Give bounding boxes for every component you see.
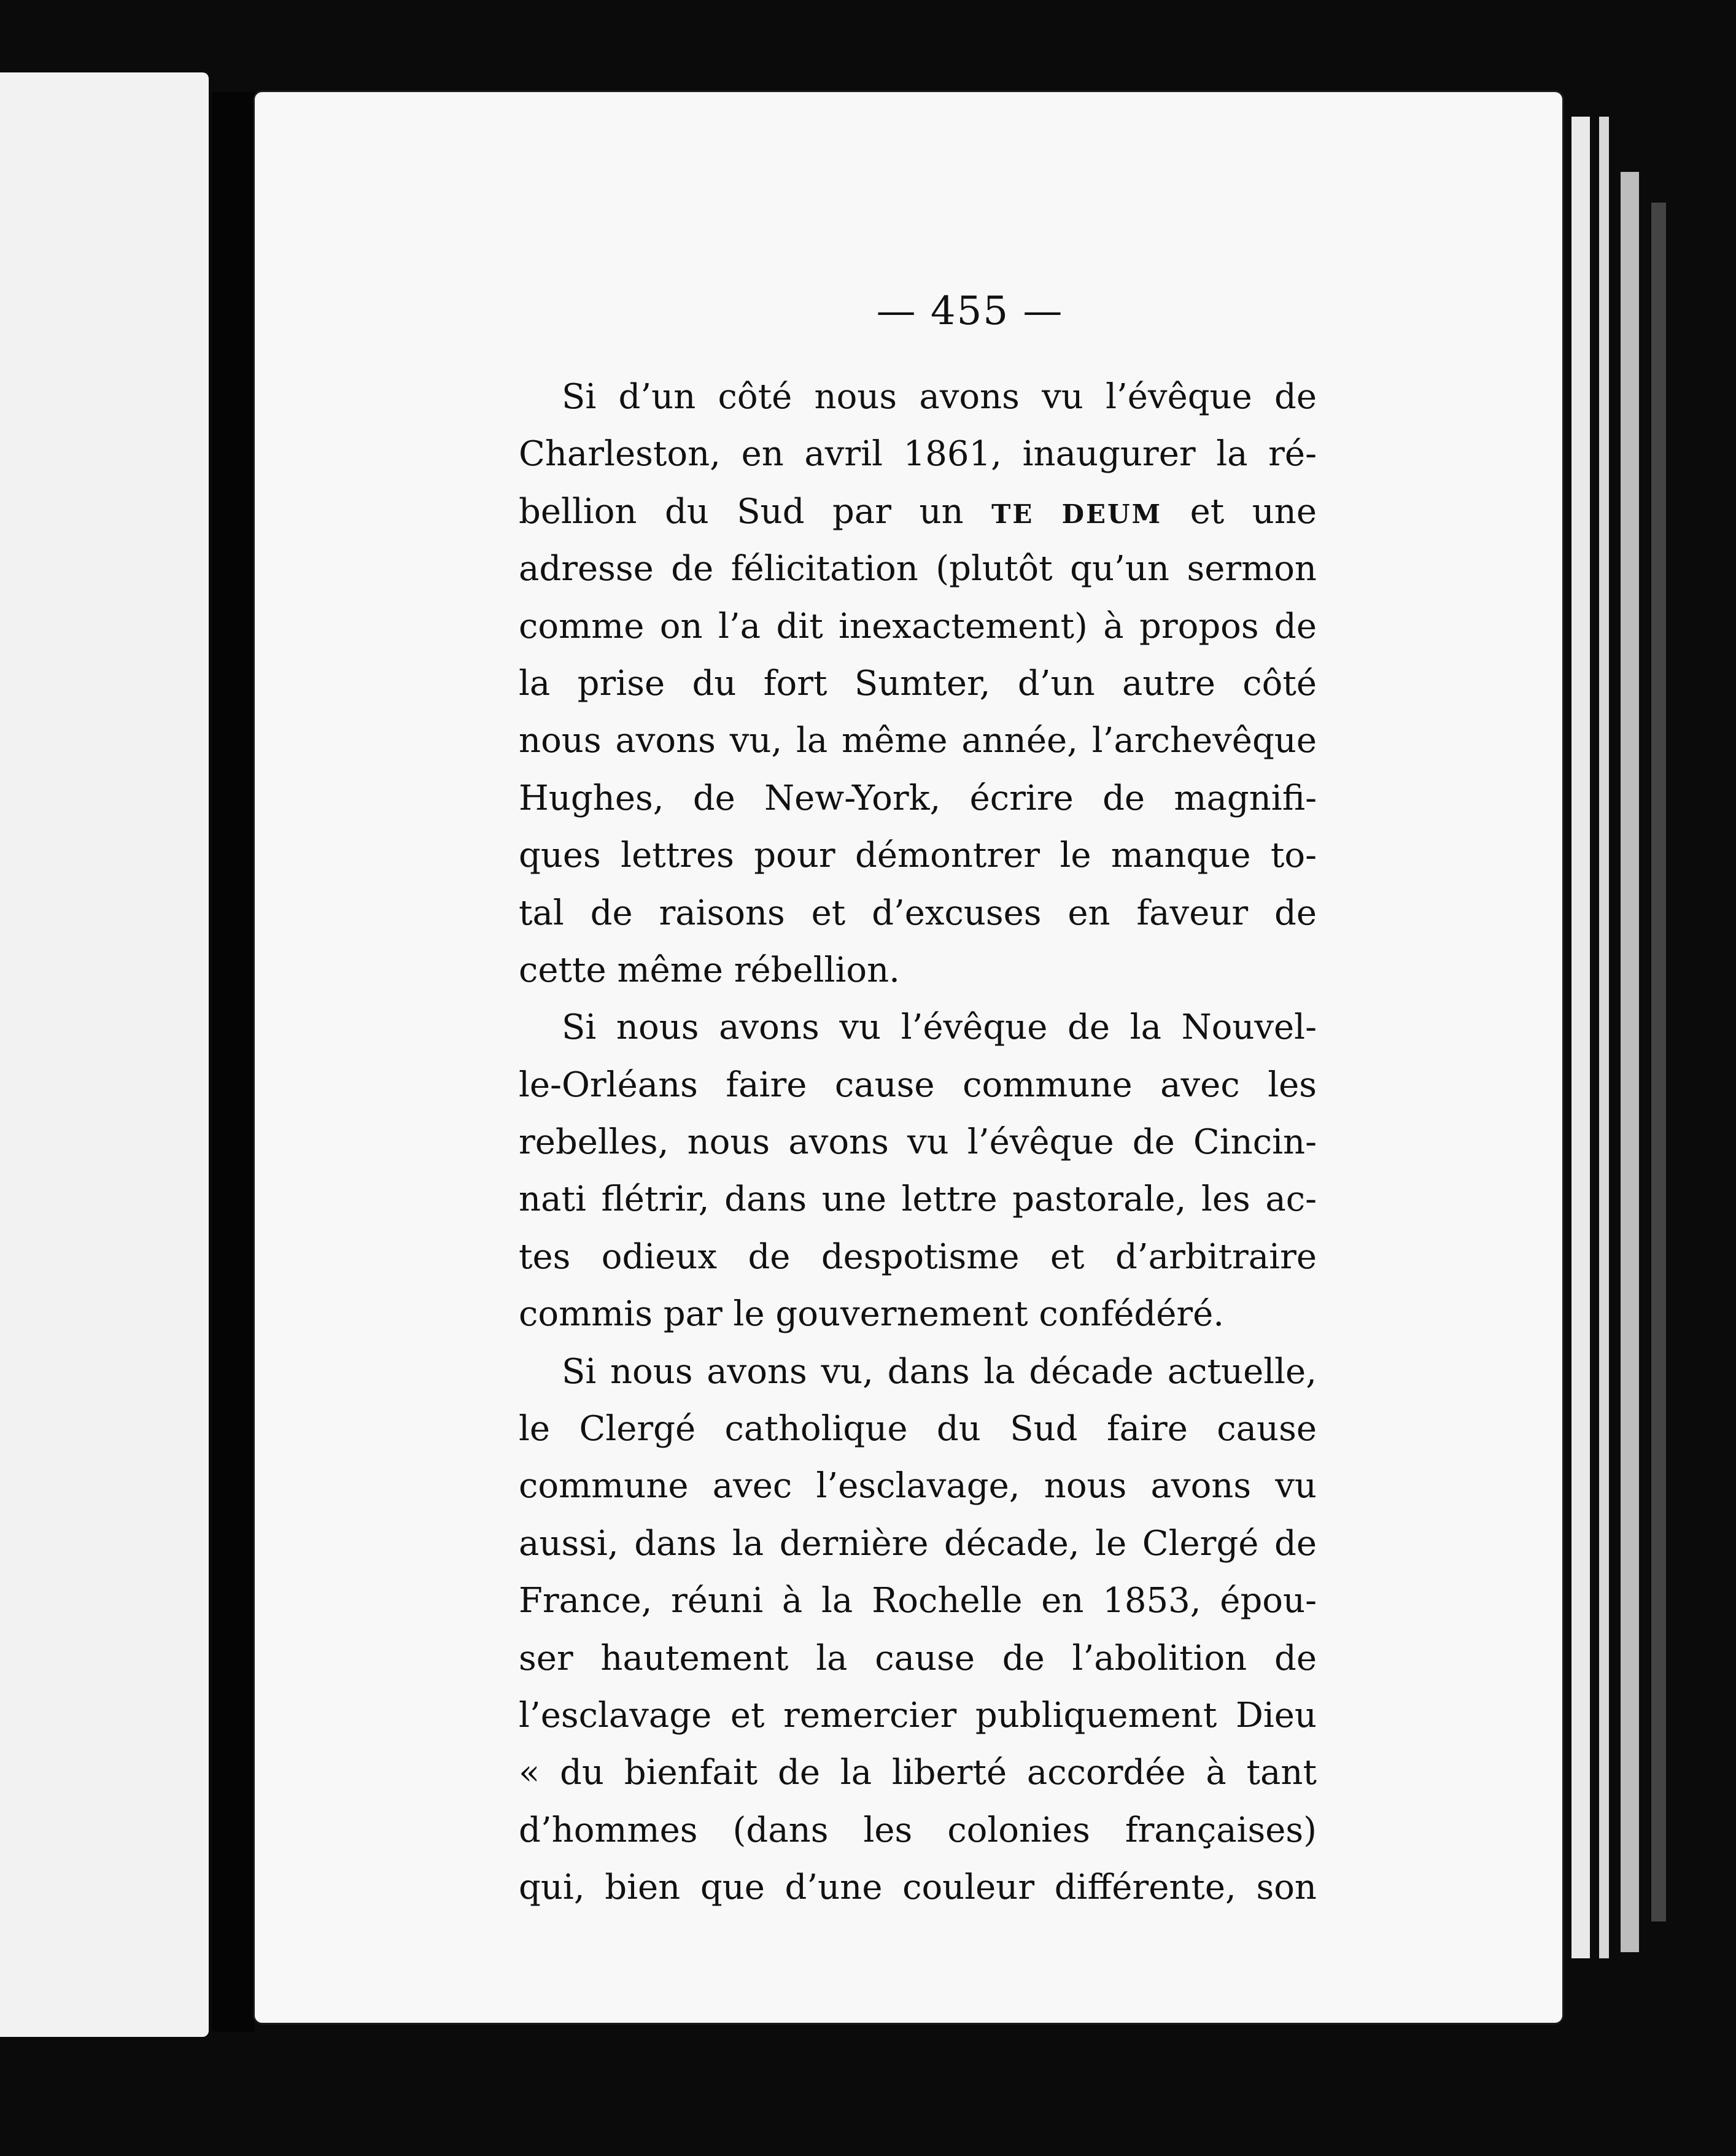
text-line-end: et une bbox=[1162, 491, 1317, 532]
text-line: ques lettres pour démontrer le manque to- bbox=[519, 836, 1317, 876]
text-line: tal de raisons et d’excuses en faveur de bbox=[519, 893, 1317, 933]
page-edge bbox=[1599, 117, 1609, 1958]
text-line: tes odieux de despotisme et d’arbitraire bbox=[519, 1236, 1317, 1277]
page-number: — 455 — bbox=[876, 289, 1064, 334]
text-line: Si nous avons vu l’évêque de la Nouvel- bbox=[562, 1007, 1317, 1048]
text-line: commis par le gouvernement confédéré. bbox=[519, 1294, 1225, 1335]
paragraph-1 bbox=[519, 368, 1317, 999]
text-line: d’hommes (dans les colonies françaises) bbox=[519, 1810, 1317, 1850]
text-line: commune avec l’esclavage, nous avons vu bbox=[519, 1466, 1317, 1506]
page-edge bbox=[1571, 117, 1590, 1958]
text-line: Charleston, en avril 1861, inaugurer la ré- bbox=[519, 434, 1317, 475]
page-edge bbox=[1621, 172, 1639, 1952]
text-line: nous avons vu, la même année, l’archevêque bbox=[519, 721, 1317, 761]
paragraph-2 bbox=[519, 999, 1317, 1343]
text-line: ser hautement la cause de l’abolition de bbox=[519, 1638, 1317, 1678]
text-line: qui, bien que d’une couleur différente, son bbox=[519, 1867, 1317, 1908]
text-line: nati flétrir, dans une lettre pastorale, les ac- bbox=[519, 1179, 1317, 1220]
text-line: rebelles, nous avons vu l’évêque de Cincin- bbox=[519, 1122, 1317, 1163]
text-line-start: bellion du Sud par un bbox=[519, 491, 992, 532]
text-line: France, réuni à la Rochelle en 1853, épou- bbox=[519, 1581, 1317, 1621]
text-line: le-Orléans faire cause commune avec les bbox=[519, 1064, 1317, 1105]
text-line: adresse de félicitation (plutôt qu’un sermon bbox=[519, 549, 1317, 589]
text-line: comme on l’a dit inexactement) à propos de bbox=[519, 606, 1317, 646]
text-line: Si nous avons vu, dans la décade actuelle, bbox=[562, 1351, 1317, 1392]
text-line bbox=[519, 483, 1317, 540]
te-deum-smallcaps: TE DEUM bbox=[991, 498, 1163, 529]
facing-page-left bbox=[0, 72, 209, 2037]
text-line: aussi, dans la dernière décade, le Clergé de bbox=[519, 1523, 1317, 1564]
body-text bbox=[519, 368, 1317, 1917]
text-line: cette même rébellion. bbox=[519, 950, 900, 990]
text-line: le Clergé catholique du Sud faire cause bbox=[519, 1409, 1317, 1449]
book-cover-edge bbox=[1651, 203, 1666, 1921]
text-line: la prise du fort Sumter, d’un autre côté bbox=[519, 663, 1317, 704]
paragraph-3 bbox=[519, 1343, 1317, 1917]
text-line: l’esclavage et remercier publiquement Dieu bbox=[519, 1695, 1317, 1735]
book-gutter bbox=[212, 92, 255, 2032]
text-line: Si d’un côté nous avons vu l’évêque de bbox=[562, 377, 1317, 417]
text-line: Hughes, de New-York, écrire de magnifi- bbox=[519, 778, 1317, 818]
text-line: « du bienfait de la liberté accordée à tant bbox=[519, 1753, 1317, 1793]
